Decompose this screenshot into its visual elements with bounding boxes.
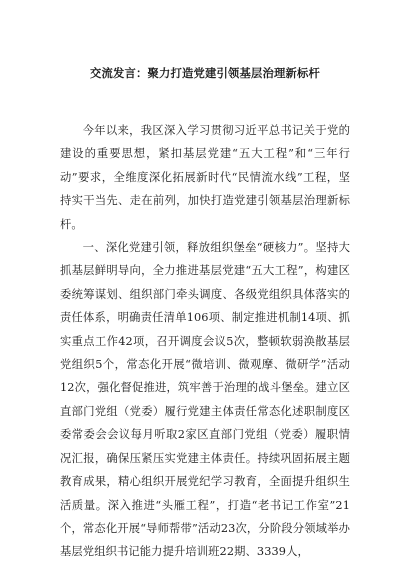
paragraph-section-one: 一、深化党建引领，释放组织堡垒“硬核力”。坚持大抓基层鲜明导向，全力推进基层党建“五大工程”，构建区委统筹谋划、组织部门牵头调度、各级党组织具体落实的责任体系，明确责任清单106项、制定推进机制14项、抓实重点工作42项，召开调度会议5次，整顿软弱涣散基层党组织5个，常态化开展“微培训、微观摩、微研学”活动12次，强化督促推进，筑牢善于治理的战斗堡垒。建立区直部门党组（党委）履行党建主体责任常态化述职制度区委常委会会议每月听取2家区直部门党组（党委）履职情况汇报，确保压紧压实党建主体责任。持续巩固拓展主题教育成果，精心组织开展党纪学习教育，全面提升组织生活质量。深入推进“头雁工程”，打造“老书记工作室”21个，常态化开展“导师帮带”活动23次，分阶段分领域举办基层党组织书记能力提升培训班22期、3339人， <box>60 241 350 559</box>
paragraph-intro: 今年以来，我区深入学习贯彻习近平总书记关于党的建设的重要思想，紧扣基层党建“五大工程”和“三年行动”要求，全维度深化拓展新时代“民情流水线”工程，坚持实干当先、走在前列，加快打造党建引领基层治理新标杆。 <box>60 124 350 231</box>
document-title: 交流发言：聚力打造党建引领基层治理新标杆 <box>90 67 320 80</box>
